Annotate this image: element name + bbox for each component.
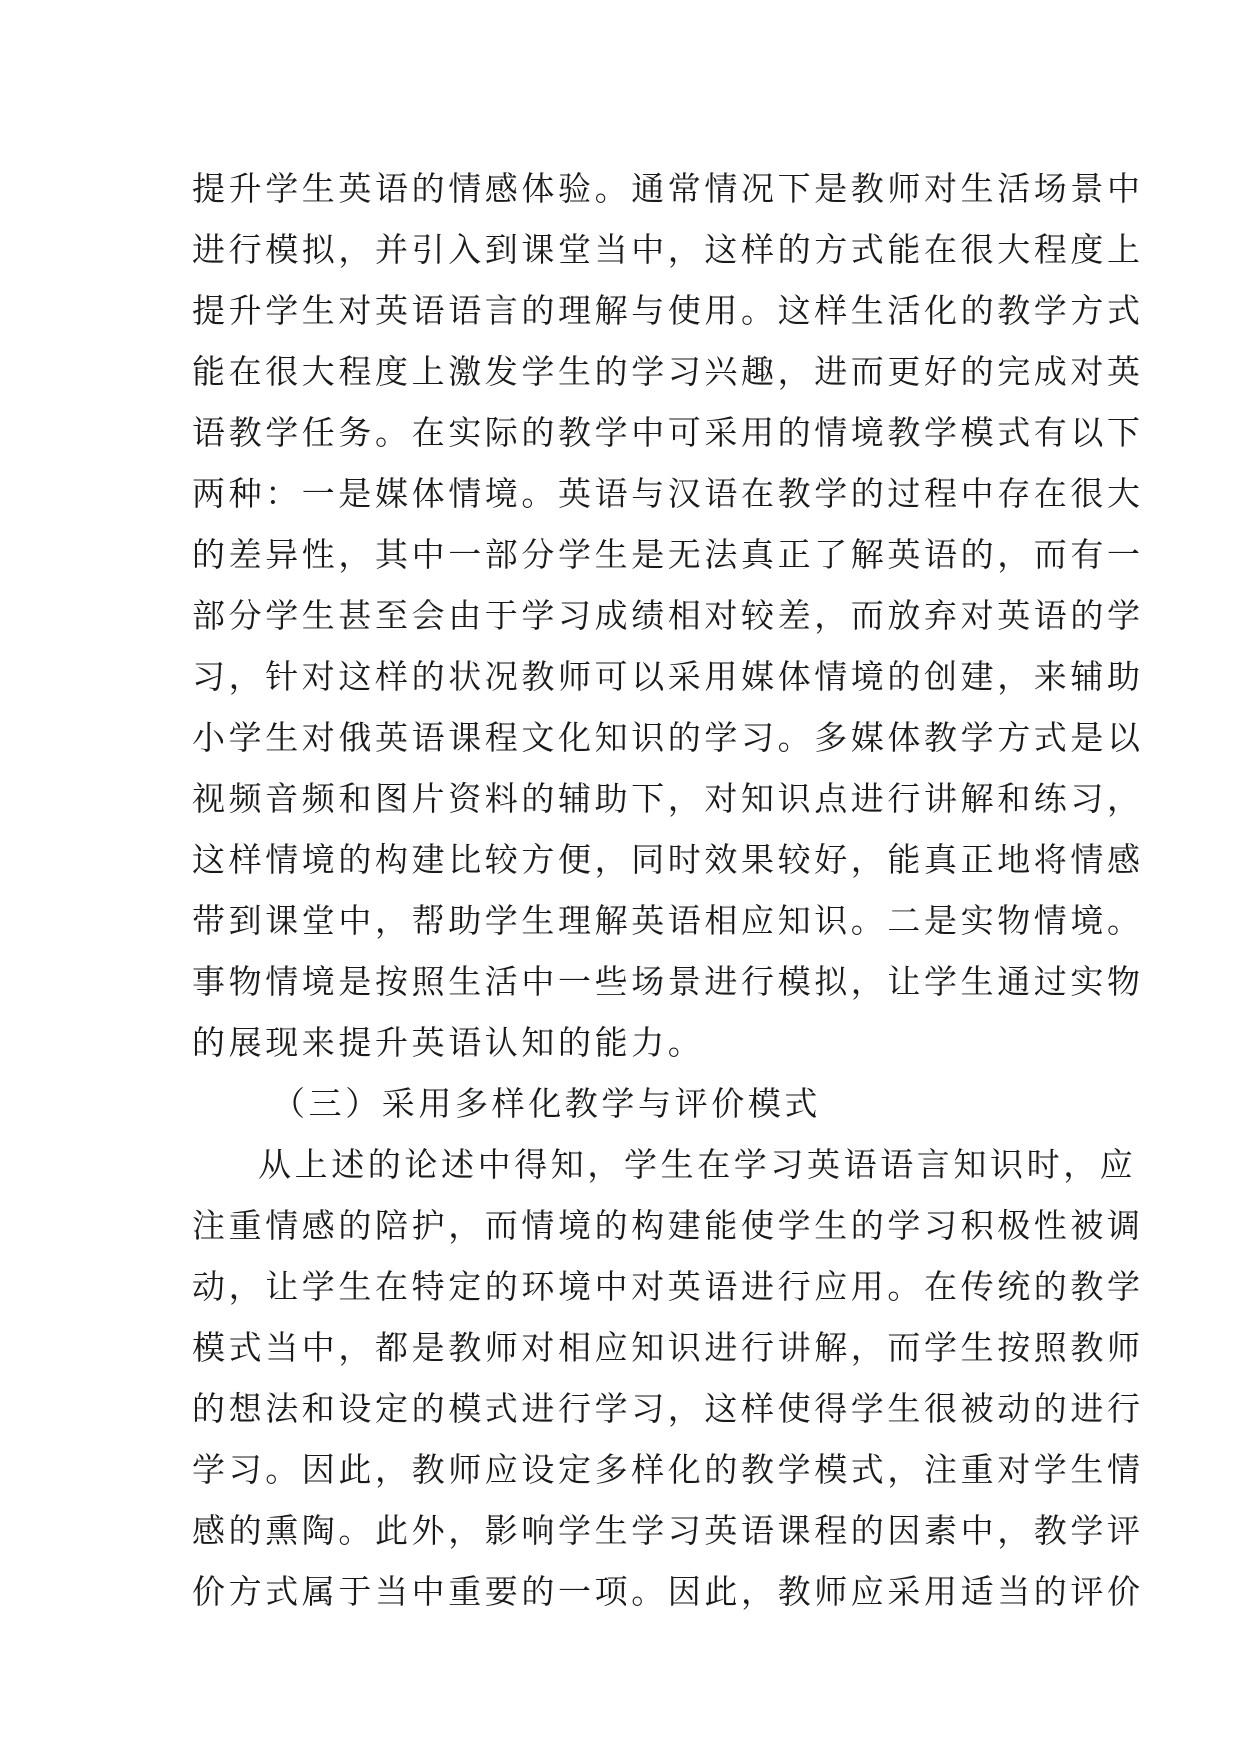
- paragraph-2-line: 学习。因此，教师应设定多样化的教学模式，注重对学生情: [192, 1450, 1144, 1489]
- paragraph-2-line: 动，让学生在特定的环境中对英语进行应用。在传统的教学: [192, 1267, 1144, 1306]
- paragraph-1-line: 进行模拟，并引入到课堂当中，这样的方式能在很大程度上: [192, 230, 1144, 269]
- paragraph-1-line: 视频音频和图片资料的辅助下，对知识点进行讲解和练习，: [192, 779, 1144, 818]
- paragraph-1-line: 能在很大程度上激发学生的学习兴趣，进而更好的完成对英: [192, 352, 1144, 391]
- section-heading: （三）采用多样化教学与评价模式: [272, 1084, 821, 1123]
- paragraph-1-line: 带到课堂中，帮助学生理解英语相应知识。二是实物情境。: [192, 901, 1144, 940]
- paragraph-2: [192, 1134, 1144, 1622]
- paragraph-1-line: 习，针对这样的状况教师可以采用媒体情境的创建，来辅助: [192, 657, 1144, 696]
- paragraph-1-line: 提升学生对英语语言的理解与使用。这样生活化的教学方式: [192, 291, 1144, 330]
- paragraph-2-line: 价方式属于当中重要的一项。因此，教师应采用适当的评价: [192, 1572, 1144, 1611]
- paragraph-2-line: 感的熏陶。此外，影响学生学习英语课程的因素中，教学评: [192, 1511, 1144, 1550]
- paragraph-2-line: 模式当中，都是教师对相应知识进行讲解，而学生按照教师: [192, 1328, 1144, 1367]
- paragraph-1-line: 提升学生英语的情感体验。通常情况下是教师对生活场景中: [192, 169, 1144, 208]
- paragraph-1-line: 的差异性，其中一部分学生是无法真正了解英语的，而有一: [192, 535, 1144, 574]
- paragraph-2-line: 的想法和设定的模式进行学习，这样使得学生很被动的进行: [192, 1389, 1144, 1428]
- paragraph-1-line: 的展现来提升英语认知的能力。: [192, 1023, 705, 1062]
- paragraph-1-line: 语教学任务。在实际的教学中可采用的情境教学模式有以下: [192, 413, 1144, 452]
- paragraph-1-line: 事物情境是按照生活中一些场景进行模拟，让学生通过实物: [192, 962, 1144, 1001]
- paragraph-1-line: 这样情境的构建比较方便，同时效果较好，能真正地将情感: [192, 840, 1144, 879]
- paragraph-1: [192, 158, 1144, 1073]
- paragraph-1-line: 两种：一是媒体情境。英语与汉语在教学的过程中存在很大: [192, 474, 1144, 513]
- paragraph-1-line: 小学生对俄英语课程文化知识的学习。多媒体教学方式是以: [192, 718, 1144, 757]
- document-body: [192, 158, 1144, 1622]
- paragraph-2-line: 注重情感的陪护，而情境的构建能使学生的学习积极性被调: [192, 1206, 1144, 1245]
- paragraph-1-line: 部分学生甚至会由于学习成绩相对较差，而放弃对英语的学: [192, 596, 1144, 635]
- paragraph-2-line: 从上述的论述中得知，学生在学习英语语言知识时，应: [258, 1145, 1137, 1184]
